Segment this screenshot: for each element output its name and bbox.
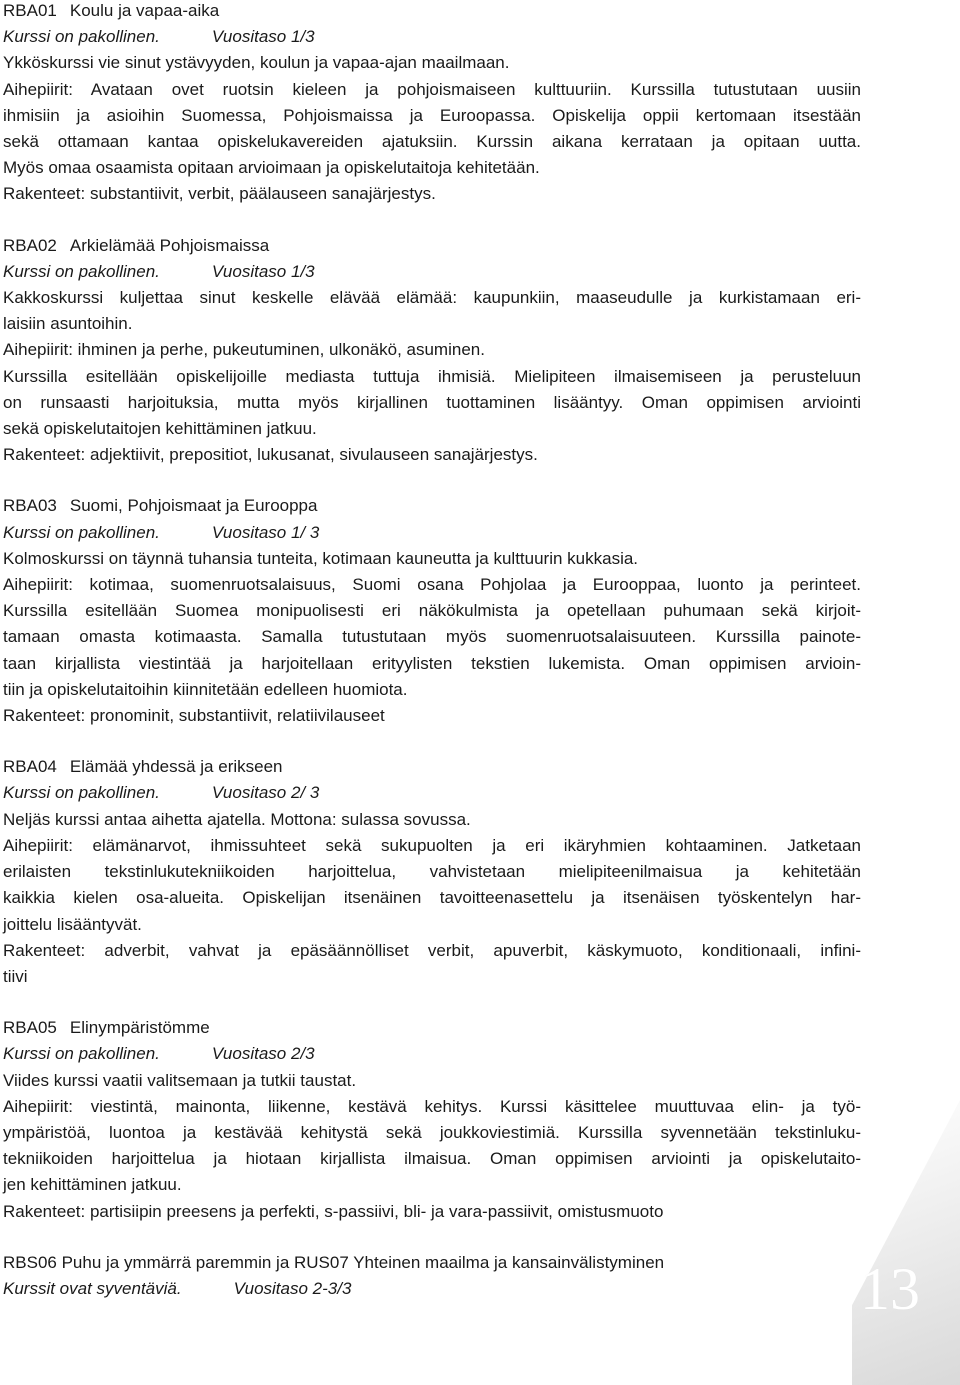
course-status: Kurssi on pakollinen. <box>3 261 160 281</box>
course-text-line: Rakenteet: adverbit, vahvat ja epäsäännölliset verbit, apuverbit, käskymuoto, konditionaali, infini- <box>3 940 861 960</box>
course-level: Vuositaso 2-3/3 <box>233 1278 352 1298</box>
course-meta <box>3 259 861 285</box>
course-text-line: Viides kurssi vaatii valitsemaan ja tutkii taustat. <box>3 1070 357 1090</box>
course-level: Vuositaso 1/ 3 <box>211 522 320 542</box>
course-text-line: Kurssilla esitellään opiskelijoille mediasta tuttuja ihmisiä. Mielipiteen ilmaisemiseen ja perusteluun <box>3 366 861 386</box>
course-text-line: Rakenteet: partisiipin preesens ja perfekti, s-passiivi, bli- ja vara-passiivit, omistusmuoto <box>3 1201 664 1221</box>
course-code: RBA04 <box>3 757 57 777</box>
course-level: Vuositaso 2/ 3 <box>211 783 320 803</box>
course-text-line: Aihepiirit: kotimaa, suomenruotsalaisuus, Suomi osana Pohjolaa ja Eurooppaa, luonto ja perinteet. <box>3 575 861 595</box>
course-heading <box>3 1015 861 1041</box>
course-text-line: kaikkia kielen osa-alueita. Opiskelijan itsenäinen tavoitteenasettelu ja itsenäisen työskentelyn har- <box>3 888 861 908</box>
course-rba02 <box>3 233 861 469</box>
course-text-line: Ykköskurssi vie sinut ystävyyden, koulun ja vapaa-ajan maailmaan. <box>3 53 510 73</box>
course-text-line: taan kirjallista viestintää ja harjoitellaan erityylisten tekstien lukemista. Oman oppimisen arvioin- <box>3 653 861 673</box>
course-text-line: sekä ottamaan kantaa opiskelukavereiden ajatuksiin. Kurssin aikana kerrataan ja opitaan uutta. <box>3 132 861 152</box>
course-meta <box>3 1276 861 1302</box>
course-text-line: tiin ja opiskelutaitoihin kiinnitetään edelleen huomiota. <box>3 679 408 699</box>
course-level: Vuositaso 1/3 <box>211 261 315 281</box>
course-title: Koulu ja vapaa-aika <box>69 1 220 20</box>
course-text-line: tamaan omasta kotimaasta. Samalla tutustutaan myös suomenruotsalaisuuteen. Kurssilla painote- <box>3 627 861 647</box>
course-status: Kurssit ovat syventäviä. <box>3 1278 182 1298</box>
course-text-line: Kakkoskurssi kuljettaa sinut keskelle elävää elämää: kaupunkiin, maaseudulle ja kurkistamaan eri- <box>3 288 861 308</box>
course-meta <box>3 780 861 806</box>
page-number: 13 <box>860 1256 920 1322</box>
course-heading <box>3 754 861 780</box>
course-meta <box>3 1041 861 1067</box>
course-text-line: Aihepiirit: viestintä, mainonta, liikenne, kestävä kehitys. Kurssi käsittelee muuttuvaa elin- ja työ- <box>3 1096 861 1116</box>
course-meta <box>3 520 861 546</box>
course-status: Kurssi on pakollinen. <box>3 783 160 803</box>
course-text-line: Rakenteet: substantiivit, verbit, päälauseen sanajärjestys. <box>3 184 436 204</box>
course-text-line: Aihepiirit: Avataan ovet ruotsin kieleen ja pohjoismaiseen kulttuuriin. Kurssilla tutustutaan uusiin <box>3 79 861 99</box>
course-text-line: Kurssilla esitellään Suomea monipuolisesti eri näkökulmista ja opetellaan puhumaan sekä kirjoit- <box>3 601 861 621</box>
course-text-line: ihmisiin ja asioihin Suomessa, Pohjoismaissa ja Euroopassa. Opiskelija oppii kertomaan itsestään <box>3 105 861 125</box>
course-rba01 <box>3 0 861 208</box>
course-title: Elinympäristömme <box>69 1018 210 1038</box>
page-corner-decoration <box>852 1100 960 1385</box>
course-title: Elämää yhdessä ja erikseen <box>69 757 283 777</box>
document-page <box>3 0 861 1302</box>
course-text-line: Neljäs kurssi antaa aihetta ajatella. Mottona: sulassa sovussa. <box>3 809 471 829</box>
course-text-line: tekniikoiden harjoittelua ja hiotaan kirjallista ilmaisua. Oman oppimisen arviointi ja opiskelutaito- <box>3 1149 861 1169</box>
course-text-line: Kolmoskurssi on täynnä tuhansia tunteita, kotimaan kauneutta ja kulttuurin kukkasia. <box>3 548 639 568</box>
course-text-line: sekä opiskelutaitojen kehittäminen jatkuu. <box>3 419 317 439</box>
course-text-line: Aihepiirit: ihminen ja perhe, pukeutuminen, ulkonäkö, asuminen. <box>3 340 485 360</box>
course-text-line: joittelu lisääntyvät. <box>3 914 142 934</box>
course-rba03 <box>3 493 861 729</box>
course-title: Suomi, Pohjoismaat ja Eurooppa <box>69 496 318 516</box>
course-text-line: Rakenteet: pronominit, substantiivit, relatiivilauseet <box>3 706 385 726</box>
course-code: RBA01 <box>3 1 57 20</box>
course-rba04 <box>3 754 861 990</box>
course-code: RBA05 <box>3 1018 57 1038</box>
course-text-line: jen kehittäminen jatkuu. <box>3 1175 182 1195</box>
course-status: Kurssi on pakollinen. <box>3 522 160 542</box>
course-status: Kurssi on pakollinen. <box>3 27 160 47</box>
course-heading <box>3 0 861 24</box>
course-text-line: on runsaasti harjoituksia, mutta myös kirjallinen tuottaminen lisääntyy. Oman oppimisen arviointi <box>3 392 861 412</box>
course-rba05 <box>3 1015 861 1225</box>
course-heading <box>3 493 861 519</box>
course-level: Vuositaso 2/3 <box>211 1044 315 1064</box>
course-code: RBA02 <box>3 235 57 255</box>
course-text-line: Rakenteet: adjektiivit, prepositiot, lukusanat, sivulauseen sanajärjestys. <box>3 445 538 465</box>
course-meta <box>3 24 861 50</box>
course-heading <box>3 1250 861 1276</box>
course-text-line: ympäristöä, luontoa ja kestävää kehitystä sekä joukkoviestimiä. Kurssilla syvennetään tekstinluku- <box>3 1122 861 1142</box>
course-text-line: Myös omaa osaamista opitaan arvioimaan ja opiskelutaitoja kehitetään. <box>3 158 540 178</box>
course-code: RBA03 <box>3 496 57 516</box>
course-text-line: tiivi <box>3 966 28 986</box>
course-level: Vuositaso 1/3 <box>211 27 315 47</box>
course-text-line: laisiin asuntoihin. <box>3 314 133 334</box>
course-rbs06-rus07 <box>3 1250 861 1302</box>
course-title: Arkielämää Pohjoismaissa <box>69 235 270 255</box>
course-status: Kurssi on pakollinen. <box>3 1044 160 1064</box>
course-title: RBS06 Puhu ja ymmärrä paremmin ja RUS07 Yhteinen maailma ja kansainvälistyminen <box>3 1252 665 1272</box>
course-text-line: Aihepiirit: elämänarvot, ihmissuhteet sekä sukupuolten ja eri ikäryhmien kohtaaminen. Jatketaan <box>3 835 861 855</box>
course-text-line: erilaisten tekstinlukutekniikoiden harjoittelua, vahvistetaan mielipiteenilmaisua ja kehitetään <box>3 862 861 882</box>
course-heading <box>3 233 861 259</box>
